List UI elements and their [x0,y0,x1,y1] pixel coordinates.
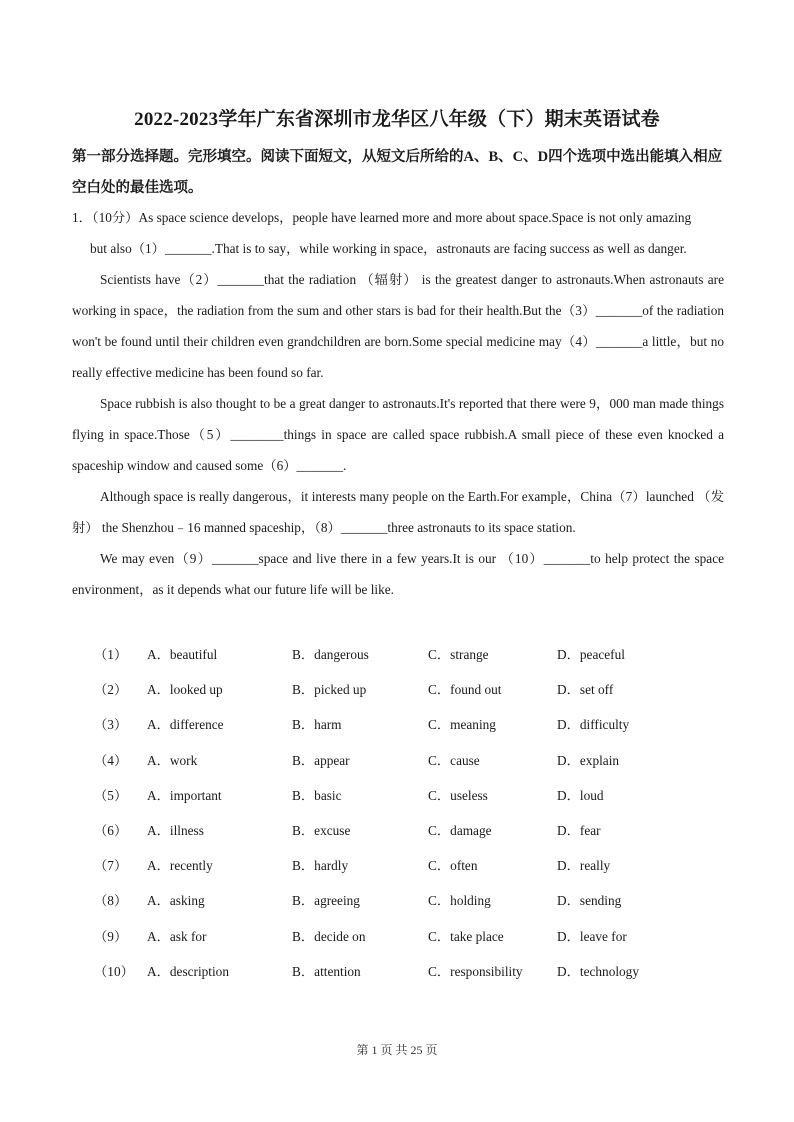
option-d: D．explain [557,752,620,768]
option-row [94,784,734,819]
option-d: D．really [557,858,611,874]
option-row [94,854,734,889]
option-row [94,643,734,678]
option-b: B．attention [292,963,361,979]
option-c: C．useless [428,787,488,803]
option-b: B．basic [292,787,342,803]
page-footer: 第 1 页 共 25 页 [356,1043,438,1057]
passage-paragraph-5: We may even（9）_______space and live there in a few years.It is our （10）_______to help protect the space environment，as it depends what our future life will be like. [72,551,724,597]
option-c: C．take place [428,928,504,944]
option-a: A．illness [147,822,204,838]
option-a: A．beautiful [147,647,218,662]
passage-line-1: 1．（10分）As space science develops，people have learned more and more about space.Space is not only amazing [72,210,692,225]
option-a: A．looked up [147,682,223,698]
question-number: （10） [94,963,134,979]
cloze-passage [72,202,724,605]
option-a: A．asking [147,893,205,909]
option-b: B．picked up [292,682,367,698]
option-d: D．set off [557,682,614,698]
option-a: A．description [147,963,229,979]
option-row [94,889,734,924]
option-row [94,749,734,784]
option-d: D．sending [557,893,622,909]
passage-line-2: but also（1）_______.That is to say，while working in space，astronauts are facing success as well as danger. [90,241,687,256]
option-c: C．strange [428,647,489,662]
question-number: （8） [94,893,128,909]
question-number: （3） [94,717,128,733]
option-c: C．damage [428,822,492,838]
option-c: C．cause [428,752,480,768]
passage-paragraph-4: Although space is really dangerous，it interests many people on the Earth.For example，China（7）launched （发射） the Shenzhou﹣16 manned spaceship，（8）_______three astronauts to its space station. [72,489,724,535]
option-row [94,960,734,995]
question-number: （4） [94,752,128,768]
option-b: B．excuse [292,822,351,838]
option-c: C．often [428,858,478,874]
question-number: （2） [94,682,128,698]
passage-paragraph-3: Space rubbish is also thought to be a great danger to astronauts.It's reported that there were 9，000 man made things flying in space.Those（5）________things in space are called space rubbish.A small piece of these even knocked a spaceship window and caused some（6）_______. [72,396,724,473]
option-c: C．meaning [428,717,496,733]
option-row [94,819,734,854]
option-b: B．appear [292,752,350,768]
option-d: D．technology [557,963,639,979]
option-d: D．leave for [557,928,627,944]
option-b: B．harm [292,717,342,733]
question-number: （7） [94,858,128,874]
option-d: D．peaceful [557,647,625,662]
option-b: B．dangerous [292,647,369,662]
question-number: （1） [94,647,128,662]
question-number: （9） [94,928,128,944]
option-row [94,713,734,748]
passage-paragraph-2: Scientists have（2）_______that the radiation （辐射） is the greatest danger to astronauts.When astronauts are working in space，the radiation from the sum and other stars is bad for their health.But the（3）_______of the radiation won't be found until their children even grandchildren are born.Some special medicine may（4）_______a little，but no really effective medicine has been found so far. [72,272,724,380]
option-row [94,678,734,713]
option-c: C．holding [428,893,491,909]
option-b: B．hardly [292,858,349,874]
option-d: D．loud [557,787,604,803]
option-a: A．important [147,787,222,803]
options-list [94,643,734,995]
option-d: D．fear [557,822,601,838]
option-a: A．difference [147,717,224,733]
option-b: B．decide on [292,928,366,944]
option-row [94,925,734,960]
option-b: B．agreeing [292,893,360,909]
question-number: （5） [94,787,128,803]
option-c: C．found out [428,682,502,698]
section-instruction: 第一部分选择题。完形填空。阅读下面短文，从短文后所给的A、B、C、D四个选项中选出能填入相应空白处的最佳选项。 [72,149,723,196]
option-d: D．difficulty [557,717,630,733]
option-a: A．recently [147,858,213,874]
option-a: A．work [147,752,198,768]
option-c: C．responsibility [428,963,523,979]
page-title: 2022-2023学年广东省深圳市龙华区八年级（下）期末英语试卷 [134,109,660,130]
question-number: （6） [94,822,128,838]
option-a: A．ask for [147,928,207,944]
